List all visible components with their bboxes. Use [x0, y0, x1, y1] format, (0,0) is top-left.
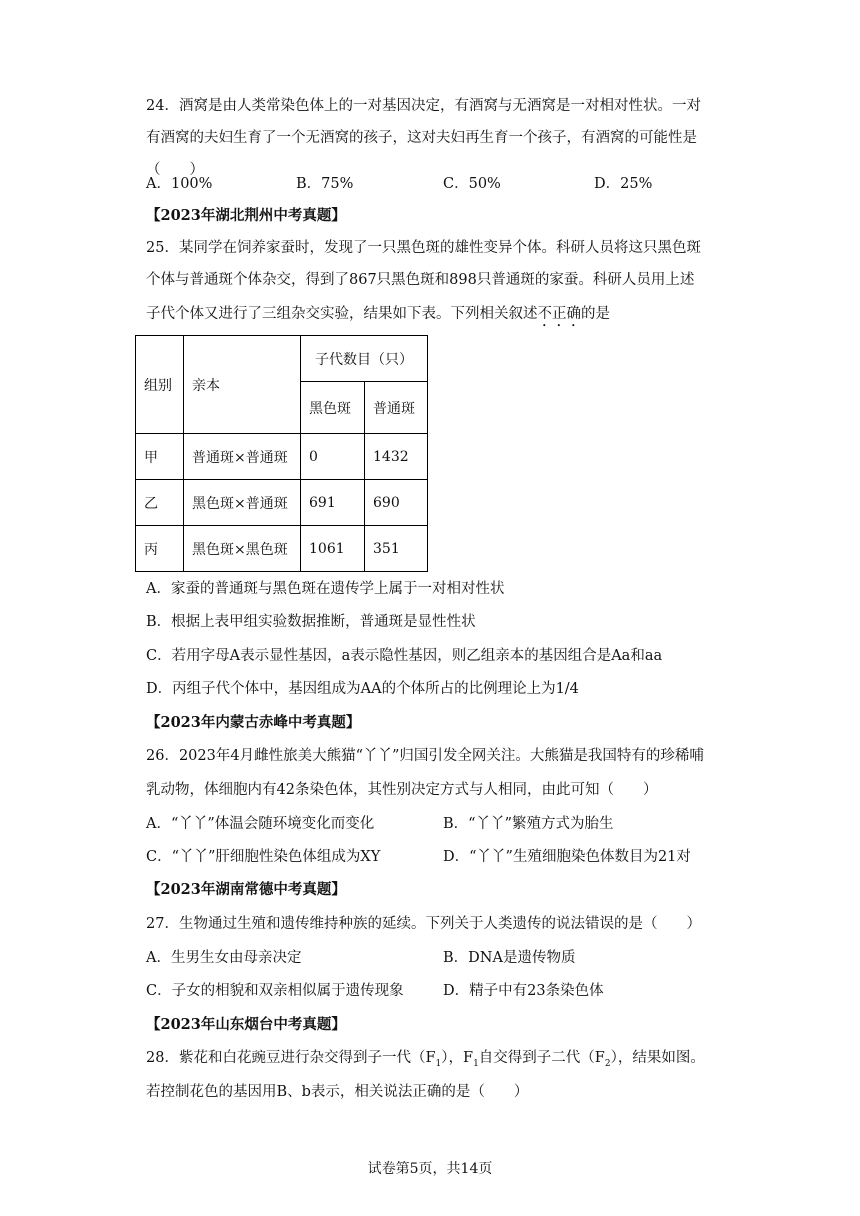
q24-option-a: A．100% — [146, 176, 213, 192]
q25-option-c: C．若用字母A表示显性基因，a表示隐性基因，则乙组亲本的基因组合是Aa和aa — [146, 648, 663, 664]
cell-parent: 黑色斑×黑色斑 — [184, 526, 301, 572]
header-parent: 亲本 — [184, 336, 301, 434]
source-tag-25: 【2023年湖北荆州中考真题】 — [146, 207, 346, 224]
q26-line1: 26．2023年4月雌性旅美大熊猫“丫丫”归国引发全网关注。大熊猫是我国特有的珍稀哺 — [146, 748, 704, 764]
q27-option-c: C．子女的相貌和双亲相似属于遗传现象 — [146, 983, 404, 999]
source-tag-28: 【2023年山东烟台中考真题】 — [146, 1016, 346, 1033]
q25-option-a: A．家蚕的普通斑与黑色斑在遗传学上属于一对相对性状 — [146, 581, 505, 597]
q28-line2: 若控制花色的基因用B、b表示，相关说法正确的是（ ） — [146, 1084, 529, 1100]
cell-normal: 690 — [365, 480, 428, 526]
header-group: 组别 — [136, 336, 184, 434]
q24-line1: 24．酒窝是由人类常染色体上的一对基因决定，有酒窝与无酒窝是一对相对性状。一对 — [146, 98, 701, 114]
cell-black: 1061 — [301, 526, 365, 572]
q27-line1: 27．生物通过生殖和遗传维持种族的延续。下列关于人类遗传的说法错误的是（ ） — [146, 916, 701, 932]
q26-option-d: D．“丫丫”生殖细胞染色体数目为21对 — [443, 849, 691, 865]
q27-option-d: D．精子中有23条染色体 — [443, 983, 604, 999]
table-row — [136, 434, 428, 480]
header-black-spot: 黑色斑 — [301, 382, 365, 434]
q24-option-c: C．50% — [443, 176, 501, 192]
cell-group: 丙 — [136, 526, 184, 572]
q24-line3: （ ） — [146, 162, 204, 178]
q25-line3-post: 的是 — [581, 306, 610, 322]
q26-option-a: A．“丫丫”体温会随环境变化而变化 — [146, 816, 375, 832]
q26-option-c: C．“丫丫”肝细胞性染色体组成为XY — [146, 849, 381, 865]
q26-option-b: B．“丫丫”繁殖方式为胎生 — [443, 816, 614, 832]
q28-line1-part-a: 28．紫花和白花豌豆进行杂交得到子一代（F — [146, 1050, 436, 1066]
q24-line2: 有酒窝的夫妇生育了一个无酒窝的孩子，这对夫妇再生育一个孩子，有酒窝的可能性是 — [146, 130, 697, 146]
source-tag-27: 【2023年湖南常德中考真题】 — [146, 881, 346, 898]
q27-option-b: B．DNA是遗传物质 — [443, 950, 576, 966]
cell-black: 0 — [301, 434, 365, 480]
q28-line1-part-b: ），F — [441, 1050, 474, 1066]
cell-normal: 1432 — [365, 434, 428, 480]
cell-group: 甲 — [136, 434, 184, 480]
cell-parent: 黑色斑×普通斑 — [184, 480, 301, 526]
q25-line3 — [146, 298, 726, 330]
table-row — [136, 526, 428, 572]
cell-parent: 普通斑×普通斑 — [184, 434, 301, 480]
q28-line1-part-c: 自交得到子二代（F — [478, 1050, 605, 1066]
cell-normal: 351 — [365, 526, 428, 572]
cell-group: 乙 — [136, 480, 184, 526]
q26-line2: 乳动物，体细胞内有42条染色体，其性别决定方式与人相同，由此可知（ ） — [146, 782, 658, 798]
cell-black: 691 — [301, 480, 365, 526]
q28-subscript-2: 1 — [473, 1058, 479, 1069]
q28-line1 — [146, 1042, 726, 1080]
header-normal-spot: 普通斑 — [365, 382, 428, 434]
table-row — [136, 480, 428, 526]
q28-subscript-3: 2 — [604, 1058, 611, 1069]
q24-option-d: D．25% — [594, 176, 653, 192]
header-offspring: 子代数目（只） — [301, 336, 428, 382]
q28-subscript-1: 1 — [435, 1058, 442, 1069]
q27-option-a: A．生男生女由母亲决定 — [146, 950, 302, 966]
source-tag-26: 【2023年内蒙古赤峰中考真题】 — [146, 714, 361, 731]
page-footer: 试卷第5页，共14页 — [367, 1161, 493, 1177]
q25-line2: 个体与普通斑个体杂交，得到了867只黑色斑和898只普通斑的家蚕。科研人员用上述 — [146, 272, 695, 288]
cross-results-table — [135, 335, 428, 572]
q25-option-b: B．根据上表甲组实验数据推断，普通斑是显性性状 — [146, 614, 476, 630]
q25-line1: 25．某同学在饲养家蚕时，发现了一只黑色斑的雄性变异个体。科研人员将这只黑色斑 — [146, 240, 701, 256]
q25-line3-emphasis: 不正确 — [537, 306, 581, 322]
q25-option-d: D．丙组子代个体中，基因组成为AA的个体所占的比例理论上为1/4 — [146, 681, 579, 697]
q25-line3-pre: 子代个体又进行了三组杂交实验，结果如下表。下列相关叙述 — [146, 306, 538, 322]
q28-line1-part-d: ），结果如图。 — [610, 1050, 705, 1066]
q24-option-b: B．75% — [296, 176, 354, 192]
